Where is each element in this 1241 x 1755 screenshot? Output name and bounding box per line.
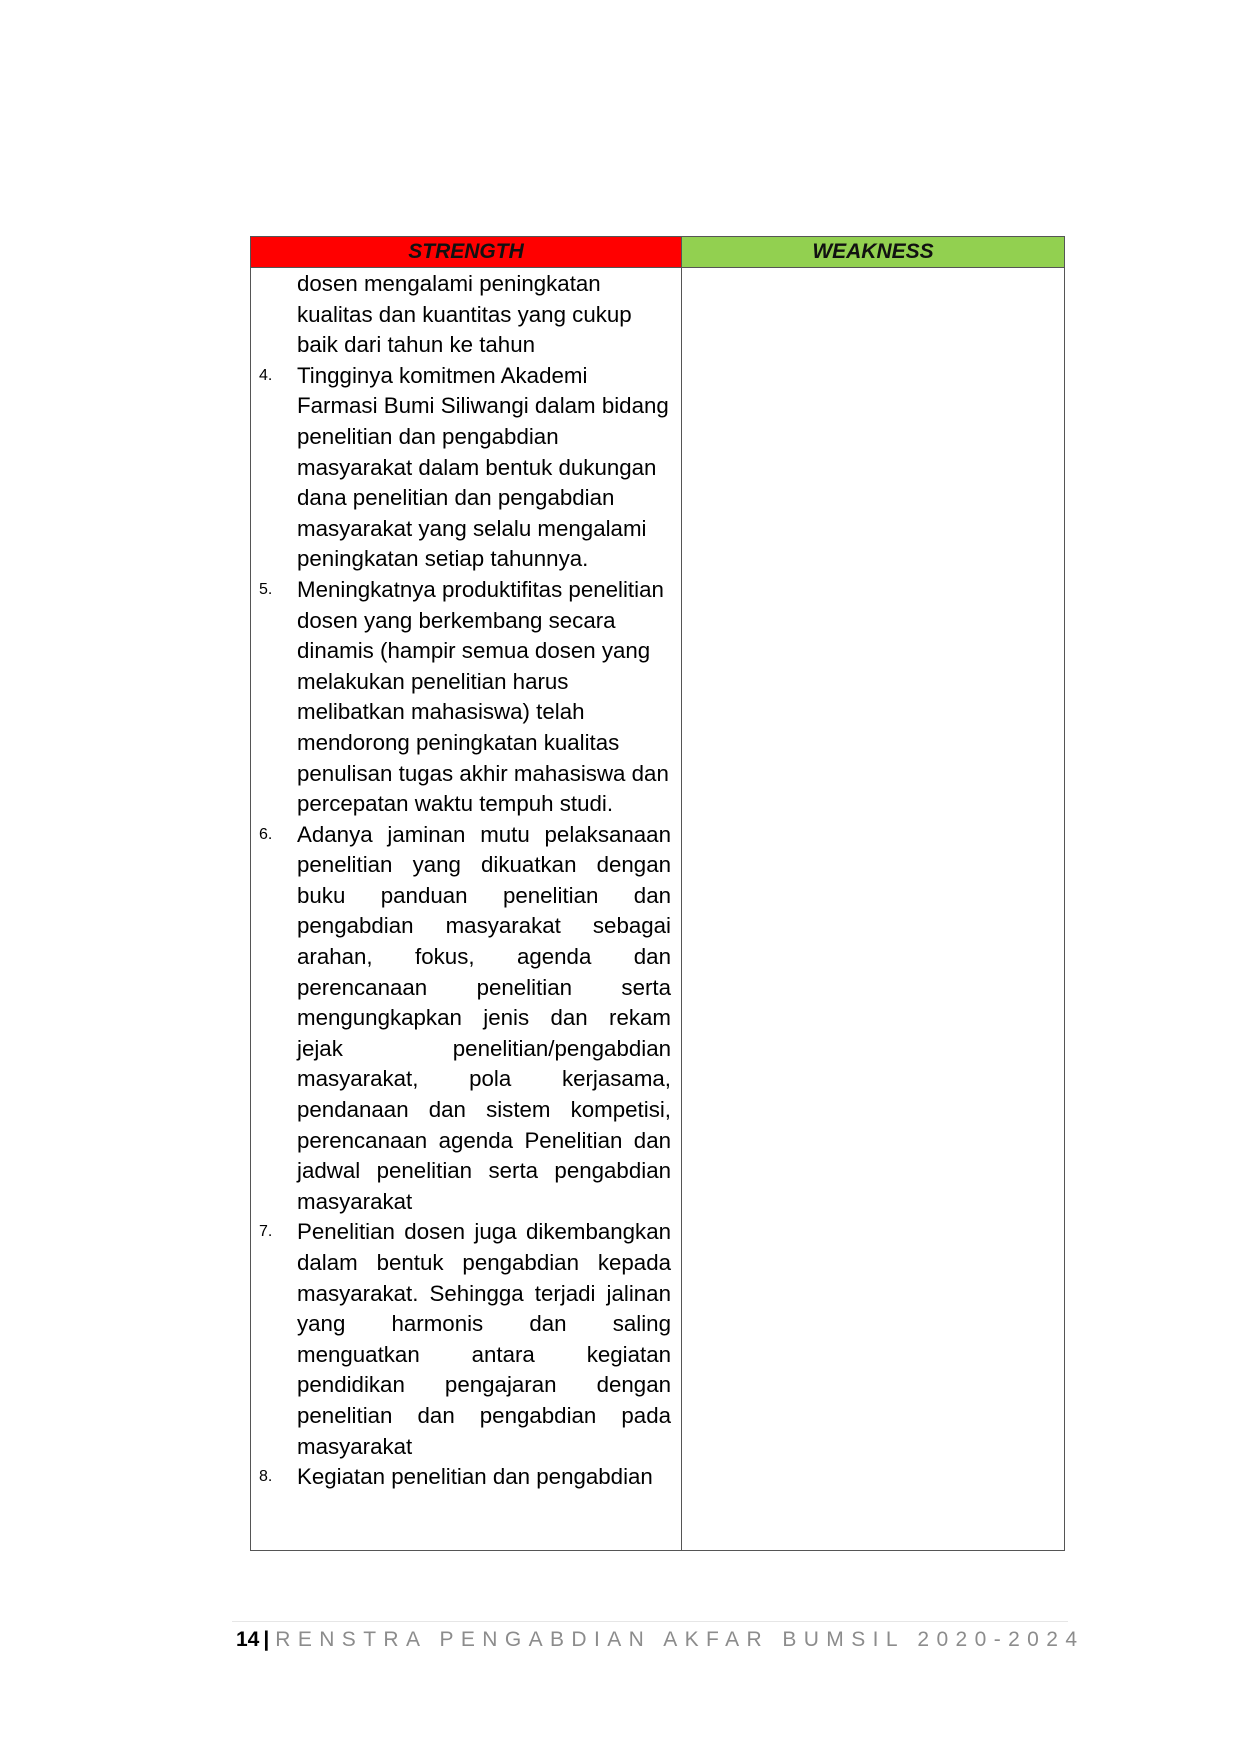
item-text: Meningkatnya produktifitas penelitian dosen yang berkembang secara dinamis (hampir semua dosen yang melakukan penelitian harus melibatkan mahasiswa) telah mendorong peningkatan kualitas penulisan tugas akhir mahasiswa dan percepatan waktu tempuh studi. — [297, 576, 669, 817]
weakness-text — [682, 268, 1064, 269]
table-header-row — [251, 237, 1065, 268]
list-item — [259, 1217, 671, 1462]
strength-cell — [251, 268, 682, 1551]
strength-continued-text: dosen mengalami peningkatan kualitas dan kuantitas yang cukup baik dari tahun ke tahun — [297, 271, 632, 358]
item-number: 8. — [259, 1468, 273, 1486]
strength-header: STRENGTH — [251, 237, 682, 268]
running-title: RENSTRA PENGABDIAN AKFAR BUMSIL 2020-2024 — [275, 1628, 1085, 1651]
item-number: 6. — [259, 825, 273, 843]
weakness-cell — [682, 268, 1065, 1551]
swot-table — [250, 236, 1065, 1551]
list-item — [259, 361, 671, 575]
footer-divider — [232, 1621, 1068, 1622]
strength-list — [251, 268, 681, 1493]
item-number: 7. — [259, 1223, 273, 1241]
item-number: 5. — [259, 580, 273, 598]
list-item — [259, 575, 671, 820]
list-item — [259, 1462, 671, 1493]
table-row — [251, 268, 1065, 1551]
item-text: Kegiatan penelitian dan pengabdian — [297, 1464, 653, 1490]
page-number: 14 — [236, 1628, 260, 1651]
item-text: Penelitian dosen juga dikembangkan dalam bentuk pengabdian kepada masyarakat. Sehingga terjadi jalinan yang harmonis dan saling menguatkan antara kegiatan pendidikan pengajaran dengan penelitian dan pengabdian pada masyarakat — [297, 1219, 671, 1459]
list-item — [259, 820, 671, 1218]
item-number: 4. — [259, 366, 273, 384]
weakness-header: WEAKNESS — [682, 237, 1065, 268]
page-footer — [236, 1628, 1084, 1652]
footer-separator: | — [263, 1628, 270, 1651]
item-text: Adanya jaminan mutu pelaksanaan penelitian yang dikuatkan dengan buku panduan penelitian dan pengabdian masyarakat sebagai arahan, fokus, agenda dan perencanaan penelitian serta mengungkapkan jenis dan rekam jejak penelitian/pengabdian masyarakat, pola kerjasama, pendanaan dan sistem kompetisi, perencanaan agenda Penelitian dan jadwal penelitian serta pengabdian masyarakat — [297, 821, 671, 1214]
item-text: Tingginya komitmen Akademi Farmasi Bumi Siliwangi dalam bidang penelitian dan pengabdian masyarakat dalam bentuk dukungan dana penelitian dan pengabdian masyarakat yang selalu mengalami peningkatan setiap tahunnya. — [297, 362, 669, 572]
